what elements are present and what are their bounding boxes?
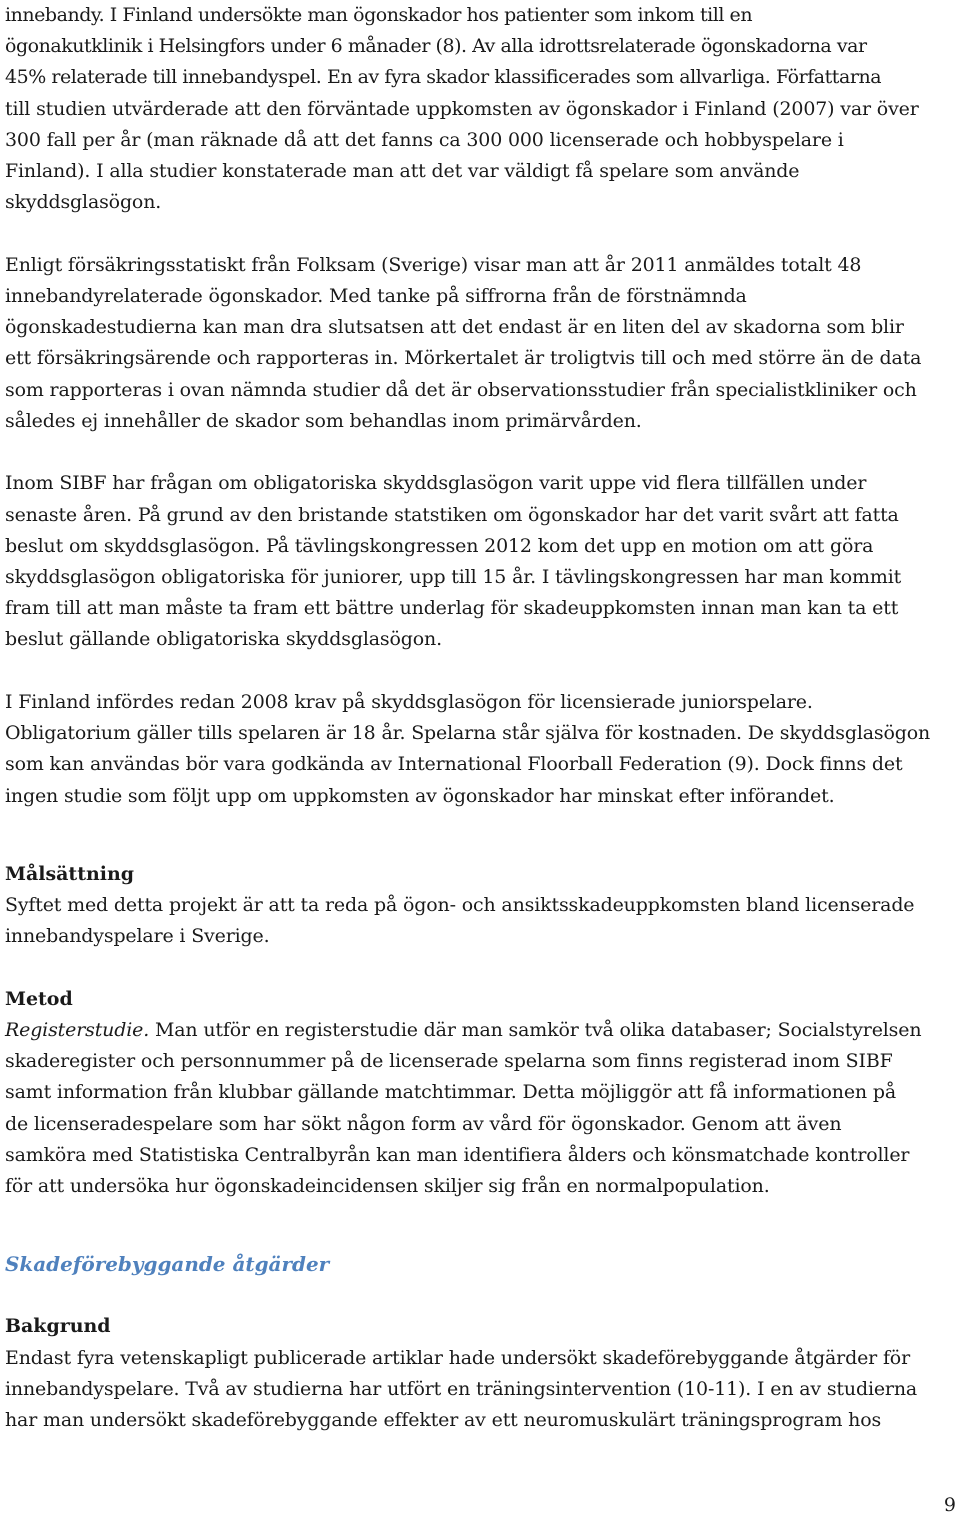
- heading-metod: Metod: [5, 987, 73, 1010]
- text-line: innebandyrelaterade ögonskador. Med tanke på siffrorna från de förstnämnda: [5, 285, 747, 308]
- paragraph-finland-requirement: [5, 687, 957, 812]
- text-line: till studien utvärderade att den förväntade uppkomsten av ögonskador i Finland (2007) var över: [5, 97, 919, 120]
- text-line: skyddsglasögon obligatoriska för juniorer, upp till 15 år. I tävlingskongressen har man kommit: [5, 566, 902, 589]
- text-line: Obligatorium gäller tills spelaren är 18 år. Spelarna står själva för kostnaden. De skyddsglasögon: [5, 722, 931, 745]
- text-line: samköra med Statistiska Centralbyrån kan man identifiera ålders och könsmatchade kontroller: [5, 1143, 910, 1166]
- text-line: skaderegister och personnummer på de licenserade spelarna som finns registerad inom SIBF: [5, 1050, 893, 1073]
- text-line: ögonskadestudierna kan man dra slutsatsen att det endast är en liten del av skadorna som blir: [5, 316, 904, 339]
- text-line: samt information från klubbar gällande matchtimmar. Detta möjliggör att få informationen på: [5, 1081, 897, 1104]
- paragraph-sibf: [5, 468, 957, 655]
- text-line: för att undersöka hur ögonskadeincidensen skiljer sig från en normalpopulation.: [5, 1175, 770, 1198]
- text-line: beslut gällande obligatoriska skyddsglasögon.: [5, 628, 442, 651]
- text-line: [5, 1015, 955, 1046]
- text-line: senaste åren. På grund av den bristande statstiken om ögonskador har det varit svårt att fatta: [5, 503, 899, 526]
- text-line: fram till att man måste ta fram ett bättre underlag för skadeuppkomsten innan man kan ta ett: [5, 597, 899, 620]
- text-line: ett försäkringsärende och rapporteras in. Mörkertalet är troligtvis till och med större än de data: [5, 347, 922, 370]
- text-line: I Finland infördes redan 2008 krav på skyddsglasögon för licensierade juniorspelare.: [5, 691, 813, 714]
- section-metod: [5, 984, 957, 1202]
- text-line: Enligt försäkringsstatiskt från Folksam (Sverige) visar man att år 2011 anmäldes totalt 48: [5, 253, 862, 276]
- text-line: innebandyspelare. Två av studierna har utfört en träningsintervention (10-11). I en av studierna: [5, 1377, 918, 1400]
- text-line: beslut om skyddsglasögon. På tävlingskongressen 2012 kom det upp en motion om att göra: [5, 534, 874, 557]
- heading-malsattning: Målsättning: [5, 862, 134, 885]
- heading-bakgrund: Bakgrund: [5, 1315, 111, 1338]
- section-malsattning: [5, 859, 957, 953]
- paragraph-folksam: [5, 250, 957, 437]
- registerstudie-label: Registerstudie.: [5, 1019, 150, 1042]
- text-line: innebandyspelare i Sverige.: [5, 925, 270, 948]
- text-line: de licenseradespelare som har sökt någon form av vård för ögonskador. Genom att även: [5, 1112, 842, 1135]
- text-line: Finland). I alla studier konstaterade man att det var väldigt få spelare som använde: [5, 160, 800, 183]
- text-line: 45% relaterade till innebandyspel. En av fyra skador klassificerades som allvarliga. Författarna: [5, 66, 882, 89]
- text-line: skyddsglasögon.: [5, 191, 162, 214]
- text-line: ögonakutklinik i Helsingfors under 6 månader (8). Av alla idrottsrelaterade ögonskadorna var: [5, 35, 867, 58]
- section-title-skadeforebyggande: Skadeförebyggande åtgärder: [5, 1252, 330, 1277]
- text-line: Endast fyra vetenskapligt publicerade artiklar hade undersökt skadeförebyggande åtgärder för: [5, 1346, 911, 1369]
- text-line: som kan användas bör vara godkända av International Floorball Federation (9). Dock finns det: [5, 753, 903, 776]
- text-line: har man undersökt skadeförebyggande effekter av ett neuromuskulärt träningsprogram hos: [5, 1409, 882, 1432]
- section-bakgrund: [5, 1311, 957, 1436]
- text-line: ingen studie som följt upp om uppkomsten av ögonskador har minskat efter införandet.: [5, 784, 835, 807]
- text-line: som rapporteras i ovan nämnda studier då det är observationsstudier från specialistkliniker och: [5, 378, 917, 401]
- document-page: [5, 0, 957, 1436]
- paragraph-finland-study: [5, 0, 957, 218]
- page-number: 9: [943, 1494, 956, 1516]
- text-line: innebandy. I Finland undersökte man ögonskador hos patienter som inkom till en: [5, 4, 753, 26]
- text-span: Man utför en registerstudie där man samkör två olika databaser; Socialstyrelsen: [149, 1019, 922, 1042]
- text-line: således ej innehåller de skador som behandlas inom primärvården.: [5, 409, 642, 432]
- text-line: Inom SIBF har frågan om obligatoriska skyddsglasögon varit uppe vid flera tillfällen under: [5, 472, 867, 495]
- text-line: Syftet med detta projekt är att ta reda på ögon- och ansiktsskadeuppkomsten bland licenserade: [5, 894, 915, 917]
- text-line: 300 fall per år (man räknade då att det fanns ca 300 000 licenserade och hobbyspelare i: [5, 128, 844, 151]
